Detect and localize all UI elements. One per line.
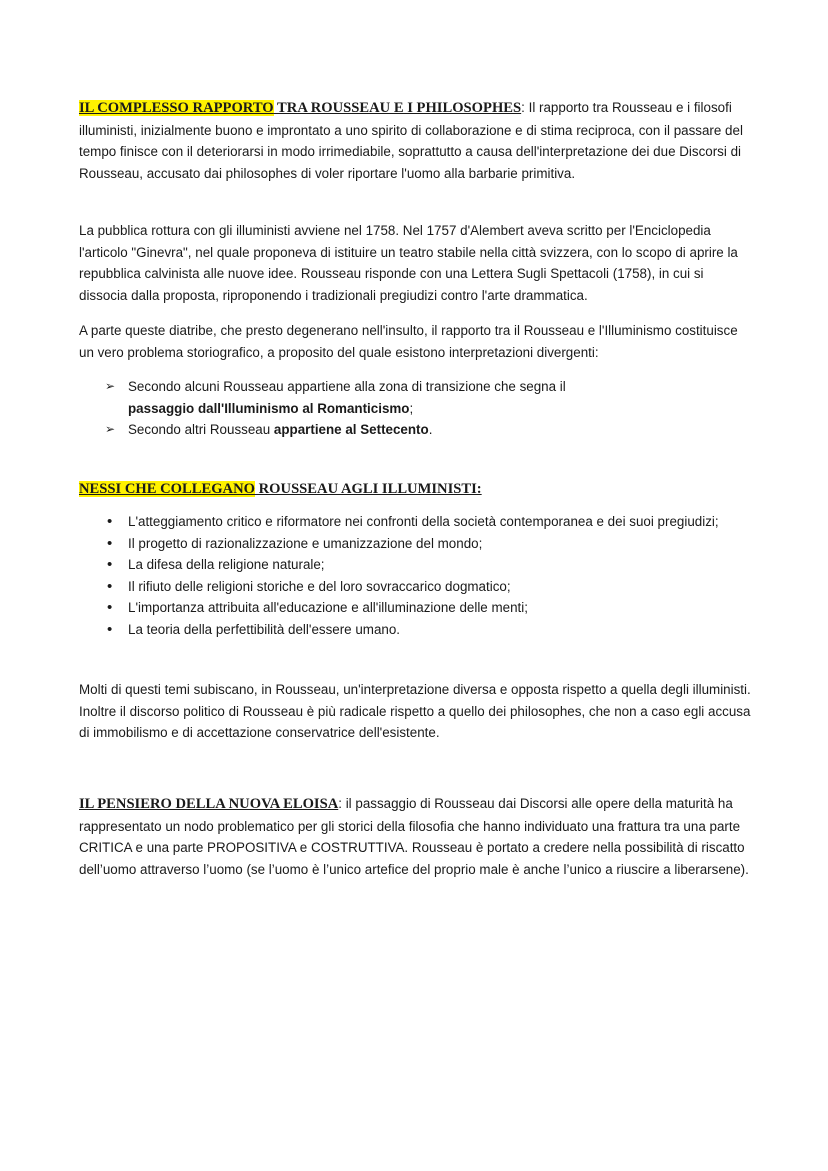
list-item-text: L'importanza attribuita all'educazione e all'illuminazione delle menti; xyxy=(128,600,528,616)
highlighted-heading-text: NESSI CHE COLLEGANO xyxy=(79,481,255,497)
list-item xyxy=(79,576,751,598)
list-item-text: . xyxy=(428,422,433,438)
list-item-text: Secondo alcuni Rousseau appartiene alla zona di transizione che segna il xyxy=(128,379,566,394)
dot-list xyxy=(79,511,751,641)
section-heading: IL PENSIERO DELLA NUOVA ELOISA xyxy=(79,796,339,812)
dot-bullet-icon: • xyxy=(107,534,113,552)
paragraph-text: : il passaggio di Rousseau dai Discorsi alle opere della maturità ha rappresentato un nodo problematico per gli storici della filosofia che hanno individuato una frattura tra una parte CRITICA e una parte PROPOSITIVA e COSTRUTTIVA. Rousseau è portato a credere nella possibilità di riscatto dell’uomo attraverso l’uomo (se l’uomo è l’unico artefice del proprio male è anche l’unico a riuscire a liberarsene). xyxy=(79,796,749,877)
dot-bullet-icon: • xyxy=(107,513,113,530)
section-nessi xyxy=(79,478,751,501)
list-item-text: La difesa della religione naturale; xyxy=(128,557,325,573)
intro-text: : Il rapporto tra Rousseau e i filosofi illuministi, inizialmente buono e improntato a uno spirito di collaborazione e di stima reciproca, con il passare del tempo finisce con il deteriorarsi in modo irrimediabile, soprattutto a causa dell'interpretazione dei due Discorsi di Rousseau, accusato dai philosophes di voler riportare l'uomo alla barbarie primitiva. xyxy=(79,100,743,181)
list-item xyxy=(79,533,751,555)
heading-text: TRA ROUSSEAU E I PHILOSOPHES xyxy=(273,100,522,116)
paragraph-rottura xyxy=(79,220,751,306)
arrow-bullet-icon: ➢ xyxy=(105,379,116,393)
paragraph-text: La pubblica rottura con gli illuministi avviene nel 1758. Nel 1757 d'Alembert aveva scritto per l'Enciclopedia l'articolo "Ginevra", nel quale proponeva di istituire un teatro stabile nella città svizzera, con lo scopo di aprire la repubblica calvinista alle nuove idee. Rousseau risponde con una Lettera Sugli Spettacoli (1758), in cui si dissocia dalla proposta, riproponendo i tradizionali pregiudizi contro l'arte drammatica. xyxy=(79,223,738,303)
dot-bullet-icon: • xyxy=(107,556,113,574)
list-item-text: ; xyxy=(409,400,414,416)
paragraph-temi xyxy=(79,679,751,744)
section-heading xyxy=(79,481,482,497)
section-heading xyxy=(79,100,521,116)
highlighted-heading-text: IL COMPLESSO RAPPORTO xyxy=(79,100,274,116)
list-item-text: La teoria della perfettibilità dell'essere umano. xyxy=(128,621,401,637)
list-item xyxy=(79,419,751,441)
dot-bullet-icon: • xyxy=(107,620,113,638)
bold-text: passaggio dall'Illuminismo al Romanticismo xyxy=(128,400,410,416)
list-item xyxy=(79,511,751,533)
arrow-list xyxy=(79,376,751,441)
section-nuova-eloisa xyxy=(79,793,751,880)
list-item-text: Il progetto di razionalizzazione e umanizzazione del mondo; xyxy=(128,535,483,551)
list-item-text: Secondo altri Rousseau xyxy=(128,422,274,438)
heading-text: ROUSSEAU AGLI ILLUMINISTI: xyxy=(254,481,482,497)
section-rousseau-philosophes xyxy=(79,97,751,184)
paragraph-text: Molti di questi temi subiscano, in Rousseau, un'interpretazione diversa e opposta rispetto a quella degli illuministi. Inoltre il discorso politico di Rousseau è più radicale rispetto a quello dei philosophes, che non a caso egli accusa di immobilismo e di accettazione conservatrice dell'esistente. xyxy=(79,682,751,741)
dot-bullet-icon: • xyxy=(107,577,113,595)
list-item xyxy=(79,597,751,619)
list-item-text: Il rifiuto delle religioni storiche e del loro sovraccarico dogmatico; xyxy=(128,578,511,594)
bold-text: appartiene al Settecento xyxy=(273,422,429,438)
list-item xyxy=(79,619,751,641)
paragraph-text: A parte queste diatribe, che presto degenerano nell'insulto, il rapporto tra il Rousseau e l'Illuminismo costituisce un vero problema storiografico, a proposito del quale esistono interpretazioni divergenti: xyxy=(79,323,738,360)
paragraph-intro xyxy=(79,97,751,184)
dot-bullet-icon: • xyxy=(107,599,113,617)
paragraph-diatribe xyxy=(79,320,751,363)
arrow-bullet-icon: ➢ xyxy=(105,422,116,437)
list-item xyxy=(79,554,751,576)
list-item xyxy=(79,376,751,419)
list-item-text: L'atteggiamento critico e riformatore nei confronti della società contemporanea e dei suoi pregiudizi; xyxy=(128,514,719,529)
